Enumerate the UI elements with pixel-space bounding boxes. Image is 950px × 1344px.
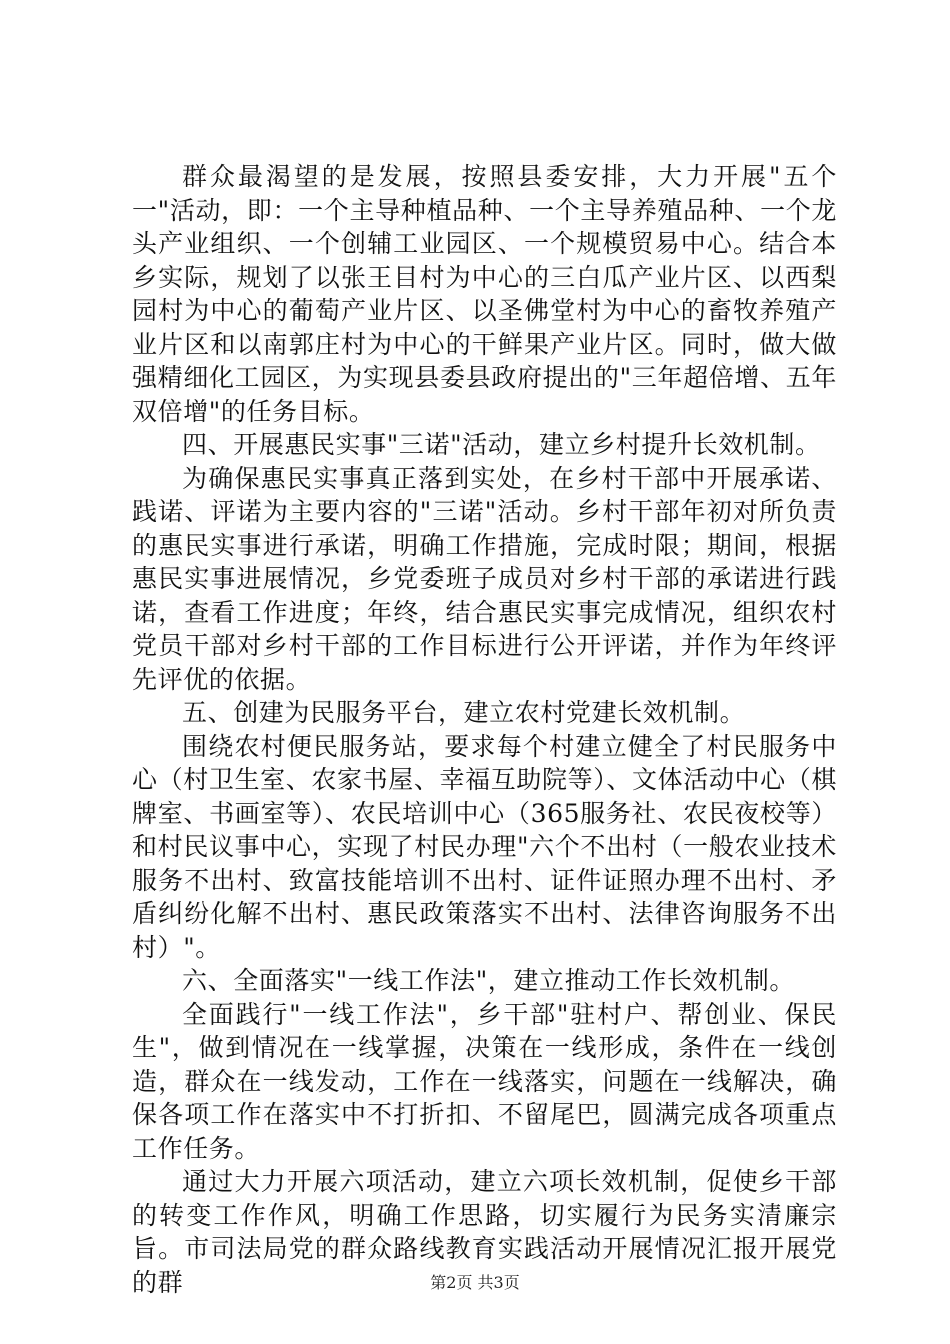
document-body [132, 160, 837, 1299]
paragraph-section-4: 为确保惠民实事真正落到实处，在乡村干部中开展承诺、践诺、评诺为主要内容的"三诺"活动。乡村干部年初对所负责的惠民实事进行承诺，明确工作措施，完成时限；期间，根据惠民实事进展情况，乡党委班子成员对乡村干部的承诺进行践诺，查看工作进度；年终，结合惠民实事完成情况，组织农村党员干部对乡村干部的工作目标进行公开评诺，并作为年终评先评优的依据。 [132, 463, 837, 694]
section-heading-5: 五、创建为民服务平台，建立农村党建长效机制。 [182, 698, 746, 727]
paragraph-section-6: 全面践行"一线工作法"，乡干部"驻村户、帮创业、保民生"，做到情况在一线掌握，决策在一线形成，条件在一线创造，群众在一线发动，工作在一线落实，问题在一线解决，确保各项工作在落实中不打折扣、不留尾巴，圆满完成各项重点工作任务。 [132, 999, 837, 1163]
paragraph-summary: 通过大力开展六项活动，建立六项长效机制，促使乡干部的转变工作作风，明确工作思路，切实履行为民务实清廉宗旨。市司法局党的群众路线教育实践活动开展情况汇报开展党的群 [132, 1167, 837, 1297]
paragraph-section-5: 围绕农村便民服务站，要求每个村建立健全了村民服务中心（村卫生室、农家书屋、幸福互助院等）、文体活动中心（棋牌室、书画室等）、农民培训中心（365服务社、农民夜校等）和村民议事中心，实现了村民办理"六个不出村（一般农业技术服务不出村、致富技能培训不出村、证件证照办理不出村、矛盾纠纷化解不出村、惠民政策落实不出村、法律咨询服务不出村）"。 [132, 731, 837, 962]
page-number-footer: 第2页 共3页 [430, 1273, 520, 1292]
paragraph-intro: 群众最渴望的是发展，按照县委安排，大力开展"五个一"活动，即：一个主导种植品种、一个主导养殖品种、一个龙头产业组织、一个创辅工业园区、一个规模贸易中心。结合本乡实际，规划了以张王目村为中心的三白瓜产业片区、以西梨园村为中心的葡萄产业片区、以圣佛堂村为中心的畜牧养殖产业片区和以南郭庄村为中心的干鲜果产业片区。同时，做大做强精细化工园区，为实现县委县政府提出的"三年超倍增、五年双倍增"的任务目标。 [132, 162, 837, 426]
section-heading-4: 四、开展惠民实事"三诺"活动，建立乡村提升长效机制。 [182, 430, 821, 459]
section-heading-6: 六、全面落实"一线工作法"，建立推动工作长效机制。 [182, 966, 795, 995]
